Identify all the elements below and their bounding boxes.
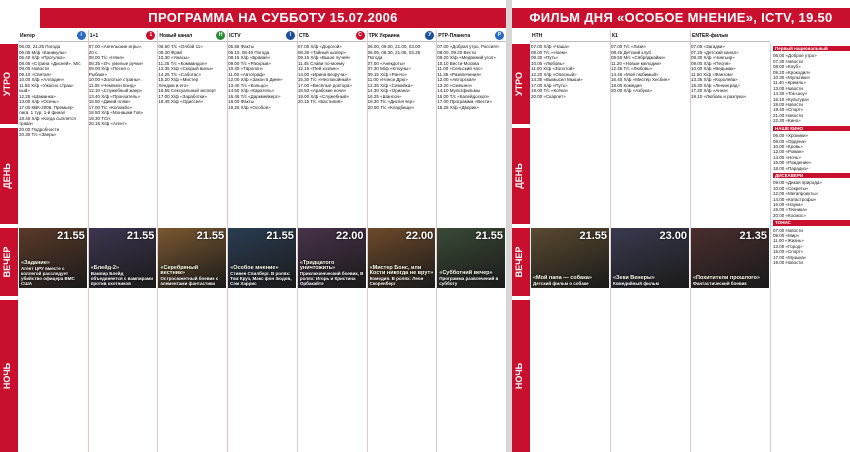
channel-column (89, 44, 157, 226)
channel-logo-icon: У (425, 31, 434, 40)
program-entry: 17.00 Х/ф «Путь» (531, 82, 568, 88)
poster-title: «Мистер Бонс, или Кости никогда не врут» (369, 265, 434, 276)
poster-time: 21.55 (475, 230, 503, 242)
program-entry: 10.05 «Любовь» (531, 60, 565, 66)
list-entry: 14.30 «Ток-шоу» (773, 91, 808, 97)
program-entry: 12.10 «Служебный жанр» (88, 88, 143, 93)
right-channel-list (770, 44, 850, 452)
program-entry: 12.35 Х/ф «Семейка» (367, 82, 413, 88)
program-entry: 11.35 «Развлечения» (437, 71, 482, 77)
list-entry: 11.00 «Жизнь» (773, 238, 804, 244)
list-entry: 06.00 «Хроники» (773, 133, 809, 139)
program-entry: 07.00 «Анекдоты» (367, 60, 406, 66)
poster-title: «Субботний вечер» (439, 270, 493, 276)
list-entry: 15.00 «Спорт» (773, 249, 804, 255)
list-entry: 09.20 «Крокодил» (773, 69, 811, 75)
program-entry: 18.00 Комедия (611, 82, 642, 88)
program-entry: 11.55 Х/ф «Ужасно страш- (19, 82, 75, 88)
left-channel-headers (0, 30, 506, 42)
program-entry: Хенджи и его» (158, 82, 189, 88)
poster-time: 21.55 (266, 230, 294, 242)
daypart-label: ВЕЧЕР (514, 246, 524, 278)
list-entry: 16.10 «Культура» (773, 96, 810, 102)
program-entry: 08.05 «Страна «Дисней». М/с (19, 60, 81, 66)
program-entry: 13.00 Х/ф «Осень» (19, 99, 59, 104)
evening-poster (89, 228, 157, 288)
list-entry: 22.30 «Кино» (773, 118, 801, 124)
program-entry: 11.25 Т/с «Коммандон» (158, 60, 208, 66)
program-entry: 09.00 Х/ф «Песня о (88, 66, 130, 71)
channel-name: СТБ (298, 33, 309, 39)
channel-column (298, 44, 366, 226)
program-entry: 14.45 «Мой любимый» (611, 71, 659, 77)
program-entry: 12.25 «Шаманка» (19, 93, 56, 99)
channel-header (530, 30, 610, 42)
program-entry: 06.50 Т/с «Олбэй 11» (158, 44, 203, 49)
poster-text: Агент ЦРУ вместе с коллегой расследует убийство офицера ВМС США (21, 266, 75, 286)
program-entry: 06.00, 21.25 Погода (19, 44, 61, 49)
poster-text: Остросюжетный боевик с элементами фантастики (160, 276, 219, 286)
right-page (512, 0, 850, 452)
poster-title: «Зеки Венеры» (613, 275, 655, 281)
evening-poster (691, 228, 769, 288)
poster-text: Стивен Спилберг. В ролях: Том Круз, Макс фон Зюдов, Сэм Харрис (230, 271, 292, 286)
program-entry: 08.15 Х/ф «Бравая» (228, 55, 271, 60)
program-entry: 13.40 Х/ф «Пронзатель» (88, 93, 140, 99)
program-entry: 06.10, 08.40 Погода (228, 49, 270, 55)
poster-time: 21.35 (739, 230, 767, 242)
list-entry: 07.00 Новости (773, 227, 803, 233)
program-entry: 09.20 Х/ф «Медвежий угол» (437, 55, 496, 60)
evening-poster (611, 228, 689, 288)
program-entry: 19.00 Факты (228, 99, 254, 104)
channel-name: ТРК Украина (368, 33, 400, 39)
program-entry: 07.00 «Добрая утро, Россия!» (437, 44, 500, 49)
program-entry: 13.20 «Смешно» (437, 82, 473, 88)
channel-column (531, 44, 609, 226)
program-entry: 07.30 М/ф «Клоуны» (367, 66, 411, 71)
channel-header (88, 30, 158, 42)
list-entry: 13.00 Новости (773, 85, 803, 91)
program-entry: 09.15 Х/ф «Ранчо» (367, 71, 407, 77)
list-title-tonis: ТОНИС (773, 220, 850, 225)
program-entry: 14.25 Т/с «Саботас» (158, 71, 201, 77)
channel-name: Интер (20, 33, 35, 39)
program-entry: 17.00 КВК-2006. Премьер- (19, 104, 74, 110)
program-entry: 15.30 Х/ф «Ленинград» (691, 82, 740, 88)
program-entry: 12.35 Х/ф «Скорый вилы» (158, 66, 214, 71)
program-entry: 12.15 «Пей хозяин» (297, 66, 340, 71)
program-entry: 07.00 Х/ф «Чаша» (531, 44, 570, 49)
list-entry: 10.00 «Секреты» (773, 185, 809, 191)
program-entry: 11.00 Х/ф «Золотой» (531, 66, 575, 71)
daypart-band-3 (512, 228, 530, 296)
program-entry: лига. 1 тур. 1-й финал (19, 110, 66, 115)
poster-caption (693, 276, 767, 286)
poster-time: 22.00 (405, 230, 434, 242)
poster-title: «Задание» (21, 260, 50, 266)
daypart-band-1 (0, 44, 18, 124)
evening-poster (437, 228, 505, 288)
program-entry: 08.00, 09.20 Вести (437, 49, 476, 55)
channel-name: Новый канал (159, 33, 193, 39)
program-entry: 11.20 «Новые мелодии» (611, 60, 662, 66)
program-entry: 10.30 «Ужасы» (158, 55, 190, 60)
program-entry: 17.00 Х/ф «Заработки» (158, 93, 207, 99)
list-entry: 14.00 «Катастрофы» (773, 196, 817, 202)
program-entry: 11.45 Слави по-моему (297, 60, 345, 66)
program-entry: Рыбаке» (88, 71, 107, 77)
program-entry: 08.30 Х/ф «Чингьир» (691, 55, 735, 60)
program-entry: 12.00 Х/ф «Закон в Дине» (228, 77, 283, 82)
evening-poster (368, 228, 436, 288)
poster-title: «Блейд-2» (90, 265, 120, 271)
poster-text: Программа развлечений в субботу (439, 276, 499, 286)
program-entry: 18.45 Х/ф «Когда сыплется (19, 115, 76, 121)
program-entry: 10.30 «Таролон» (228, 66, 264, 71)
list-entry: 11.40 «Кремль» (773, 80, 806, 86)
channel-name: РТР-Планета (438, 33, 471, 39)
channel-name: ICTV (229, 33, 241, 39)
program-lines (228, 44, 296, 110)
channel-header (690, 30, 770, 42)
program-entry: 16.25 «Шансон» (367, 93, 402, 99)
evening-poster (531, 228, 609, 288)
list-title-discovery: ДИСКАВЕРИ (773, 173, 850, 178)
program-entry: 19.25 Х/ф «Особое» (228, 104, 271, 110)
poster-time: 23.00 (659, 230, 687, 242)
program-entry: 19.00 Х/ф «Служебный» (297, 93, 350, 99)
program-entry: 06.05, 08.30, 21.05, 03.25 (367, 49, 421, 55)
program-entry: 10.00 Х/ф «Алладин» (19, 77, 65, 82)
channel-header (610, 30, 690, 42)
list-title-kino: НАШЕ КИНО (773, 126, 850, 131)
left-evening-posters (18, 228, 506, 288)
channel-logo-icon: I (286, 31, 295, 40)
left-page-title: ПРОГРАММА НА СУББОТУ 15.07.2006 (40, 8, 506, 28)
program-entry: 07.05 «Загадки» (691, 44, 725, 49)
right-evening-posters (530, 228, 770, 288)
channel-column (437, 44, 505, 226)
right-page-title: ФИЛЬМ ДНЯ «ОСОБОЕ МНЕНИЕ», ICTV, 19.50 (512, 8, 850, 28)
channel-name: К1 (612, 33, 618, 39)
program-entry: 07.00 Т/с «Лизи» (611, 44, 647, 49)
program-entry: 12.20 Х/ф «Опасный» (531, 71, 577, 77)
channel-header (367, 30, 437, 42)
poster-text: Комедийный фильм (613, 281, 659, 286)
poster-title: «Мой папа — собака» (533, 275, 592, 281)
program-entry: 11.05 «Чемпион Бэнд» (88, 82, 137, 88)
evening-poster (298, 228, 366, 288)
daypart-label: НОЧЬ (2, 362, 12, 390)
program-entry: 14.10 Мультфильмы (437, 88, 480, 93)
program-entry: ный» (19, 88, 30, 93)
poster-time: 21.55 (579, 230, 607, 242)
channel-column (368, 44, 436, 226)
poster-caption (439, 271, 503, 286)
channel-header (227, 30, 297, 42)
poster-caption (533, 276, 607, 286)
program-entry: 09.30 Фрай (158, 49, 182, 55)
program-entry: 07.25 «Детский канал» (691, 49, 739, 55)
program-lines (531, 44, 609, 99)
list-entry: 09.00 «Мир» (773, 233, 800, 238)
right-daypart-sidebar (512, 44, 530, 452)
program-entry: 12.00 «Авторская» (437, 77, 477, 82)
channel-logo-icon: Р (495, 31, 504, 40)
program-entry: 14.00 «Ирина Безруча» (297, 71, 347, 77)
program-entry: 20 с. (88, 49, 99, 55)
program-entry: 07.05 Х/ф «Дорогой» (297, 44, 342, 49)
poster-title: «Похитители прошлого» (693, 275, 760, 281)
program-entry: 15.20 Х/ф «Мистер (158, 77, 199, 82)
program-entry: 16.55 Сексуальный эксперт (158, 88, 217, 93)
poster-title: «Тридцатого уничтожить» (299, 260, 336, 271)
poster-caption (21, 261, 85, 286)
program-entry: 19.30 ТСН (88, 115, 111, 121)
list-entry: 08.00 «Клуб» (773, 64, 801, 70)
program-entry: 14.30 «Вымысел Мыши» (531, 77, 583, 82)
poster-text: Фантастический боевик (693, 281, 747, 286)
program-entry: 11.00 «Нэнси Дрю» (367, 77, 408, 82)
daypart-label: НОЧЬ (514, 362, 524, 390)
program-entry: 09.10 «Святая» (19, 71, 52, 77)
list-entry: 18.00 «Парадиз» (773, 165, 809, 171)
channel-header (436, 30, 506, 42)
channel-column (611, 44, 689, 226)
program-lines (298, 44, 366, 105)
poster-caption (300, 261, 364, 286)
list-entry: 07.30 Новости (773, 58, 803, 64)
daypart-label: УТРО (2, 72, 12, 96)
poster-caption (91, 266, 155, 286)
daypart-band-3 (0, 228, 18, 296)
list-entry: 10.30 «Мультики» (773, 75, 811, 81)
list-entry: 09.00 «Дикая природа» (773, 180, 822, 186)
list-entry: 20.00 «Космос» (773, 212, 806, 218)
poster-title: «Особое мнение» (230, 265, 279, 271)
program-entry: 18.30 Т/с «Диспетчер» (367, 99, 415, 104)
daypart-label: УТРО (514, 72, 524, 96)
program-entry: 20.00 «Скарлет» (531, 93, 566, 99)
program-entry: 05.55 Факты (228, 44, 254, 49)
program-entry: 06.40 Х/ф «Прогулка» (19, 55, 65, 60)
channel-header (18, 30, 88, 42)
program-entry: 09.30 «Путь» (531, 55, 559, 60)
channel-header (297, 30, 367, 42)
program-entry: 14.50 Х/ф «Каратель» (228, 88, 275, 93)
list-title-first: Первый национальный (773, 46, 850, 51)
program-lines (691, 44, 769, 99)
program-entry: 17.00 Т/с «Коломбо» (88, 104, 133, 110)
program-entry: 20.15 Х/ф «Агент» (88, 121, 128, 126)
program-lines (437, 44, 505, 110)
program-entry: 15.00 Т/с «Калейдоскоп» (437, 93, 490, 99)
right-channel-headers (512, 30, 850, 42)
program-entry: 14.30 Х/ф «Ориана» (367, 88, 411, 93)
program-lines (158, 44, 226, 105)
channel-logo-icon: Н (216, 31, 225, 40)
program-entry: 13.35 Х/ф «Королева» (691, 77, 738, 82)
program-entry: 08.45 Детский клуб (611, 49, 651, 55)
program-entry: 09.50 М/с «Сябряджайки» (611, 55, 666, 60)
channel-logo-icon: 1 (146, 31, 155, 40)
daypart-band-1 (512, 44, 530, 124)
list-entry: 21.00 Новости (773, 112, 803, 118)
program-entry: 16.45 Т/с «Даркмейкерс» (228, 93, 281, 99)
poster-text: Детский фильм о собаке (533, 281, 589, 286)
program-entry: 06.05 М/ф «Каникулы» (19, 49, 67, 55)
poster-title: «Серебряный вестник» (160, 265, 199, 276)
program-entry: 08.35 «Тайный шопер» (297, 49, 346, 55)
list-entry: 16.00 «Рождение» (773, 160, 812, 166)
program-lines (611, 44, 689, 94)
poster-caption (370, 266, 434, 286)
poster-text: Вампир Блейд объединяется с вампирами против охотников (90, 271, 154, 286)
list-entry: 19.00 Новости (773, 260, 803, 266)
program-lines (19, 44, 87, 138)
daypart-band-2 (0, 128, 18, 224)
program-entry: 08.00 Т/с «Ноем» (531, 49, 568, 55)
program-entry: 20.00 Т/с «Кладбище» (367, 104, 415, 110)
list-entry: 17.00 «Музыка» (773, 254, 807, 260)
channel-name: НТН (532, 33, 543, 39)
program-entry: 09.00 Новости (19, 66, 49, 71)
daypart-label: ВЕЧЕР (2, 246, 12, 278)
program-entry: 09.00 Х/ф «Песня» (691, 60, 731, 66)
channel-name: ENTER-фильм (692, 33, 729, 39)
program-entry: 13.40 Т/с «Кольцо» (228, 82, 269, 88)
daypart-band-4 (512, 300, 530, 452)
poster-time: 21.55 (196, 230, 225, 242)
channel-column (19, 44, 87, 226)
poster-caption (160, 266, 224, 286)
program-entry: 12.45 Т/с «Любовь» (611, 66, 653, 71)
poster-time: 21.55 (57, 230, 85, 242)
poster-time: 21.55 (126, 230, 155, 242)
program-entry: 19.00 Т/с «Ксёна» (531, 88, 569, 93)
program-entry: 09.15 Х/ф «Выше лучей» (297, 55, 351, 60)
program-entry: 17.00 «Весёлые доктора» (297, 82, 352, 88)
program-entry: 06.00, 09.00, 21.00, 03.00 (367, 44, 421, 49)
program-entry: 09.00 Т/с «Раскрыв» (228, 60, 271, 66)
list-entry: 12.00 «Мегапроекты» (773, 191, 819, 197)
daypart-label: ДЕНЬ (2, 163, 12, 189)
program-entry: 20.15 Т/с «Бастилия» (297, 99, 343, 104)
program-entry: 18.50 Х/ф «Монашки Гов» (88, 110, 144, 115)
evening-poster (228, 228, 296, 288)
program-entry: 11.00 «Автограф» (228, 71, 266, 77)
daypart-label: ДЕНЬ (514, 163, 524, 189)
daypart-band-2 (512, 128, 530, 224)
program-entry: 18.45 Х/ф «Одиссея» (158, 99, 204, 104)
program-entry: 17.00 Программа «Вести» (437, 99, 492, 104)
channel-column (158, 44, 226, 226)
program-entry: трава» (19, 121, 34, 126)
program-entry: 20.30 Т/с «Зверь» (19, 132, 57, 137)
program-entry: 20.00 Подробности (19, 126, 60, 132)
program-lines (89, 44, 157, 127)
program-lines (368, 44, 436, 110)
program-entry: Погода (367, 55, 383, 60)
daypart-band-4 (0, 300, 18, 452)
list-entry: 12.00 «Роман» (773, 149, 804, 155)
program-entry: 08.35 «Оч. умелые ручки» (88, 60, 144, 66)
channel-header (157, 30, 227, 42)
channel-column (228, 44, 296, 226)
program-entry: 07.00 «Ангельские игры», (88, 44, 143, 49)
program-entry: 19.10 «Любовь и разлука» (691, 93, 747, 99)
channel-column (691, 44, 769, 226)
poster-caption (613, 276, 687, 286)
channel-logo-icon: С (356, 31, 365, 40)
list-entry: 19.40 «Спорт» (773, 107, 804, 113)
program-entry: 10.10 Вести-Москва (437, 60, 479, 66)
list-entry: 18.00 «Техника» (773, 207, 808, 213)
poster-text: Комедия. В ролях: Леон Скоренберг (369, 276, 424, 286)
program-entry: 08.00 Т/с «Няня» (88, 55, 125, 60)
program-entry: 15.50 «Дикий пляж» (88, 99, 131, 104)
program-entry: 10.00 Х/ф «Ведьмак» (691, 66, 736, 71)
list-entry: 18.00 Новости (773, 102, 803, 108)
left-daypart-sidebar (0, 44, 18, 452)
channel-name: 1+1 (89, 33, 99, 39)
list-entry: 10.00 «Кровь» (773, 143, 803, 149)
poster-text: Приключенческий боевик, В ролях: Игорь и Кристина Орбакайте (299, 271, 364, 286)
program-entry: 11.50 Х/ф «Фантом» (691, 71, 734, 77)
program-entry: 17.20 Х/ф «Анна» (691, 88, 729, 93)
list-entry: 13.00 «Город» (773, 243, 803, 249)
program-entry: 20.00 Х/ф «Азбука» (611, 88, 653, 93)
program-entry: 18.50 «Арабские ночи» (297, 88, 347, 93)
list-entry: 08.00 «Ордена» (773, 138, 807, 144)
poster-caption (230, 266, 294, 286)
program-entry: 16.40 Х/ф «Мистер Хесбин» (611, 77, 670, 82)
program-entry: 11.00 «Сельский час» (437, 66, 483, 71)
poster-time: 22.00 (336, 230, 364, 242)
list-entry: 16.00 «Наука» (773, 201, 804, 207)
program-entry: 18.25 Х/ф «Дворик» (437, 104, 479, 110)
channel-logo-icon: i (77, 31, 86, 40)
program-entry: 10.00 «Золотые страны». (88, 77, 142, 82)
evening-poster (19, 228, 87, 288)
list-entry: 06.00 «Доброе утро» (773, 53, 817, 59)
program-entry: 15.30 Т/с «Неспокойный» (297, 77, 352, 82)
evening-poster (158, 228, 226, 288)
list-entry: 14.00 «Ночь» (773, 154, 801, 160)
